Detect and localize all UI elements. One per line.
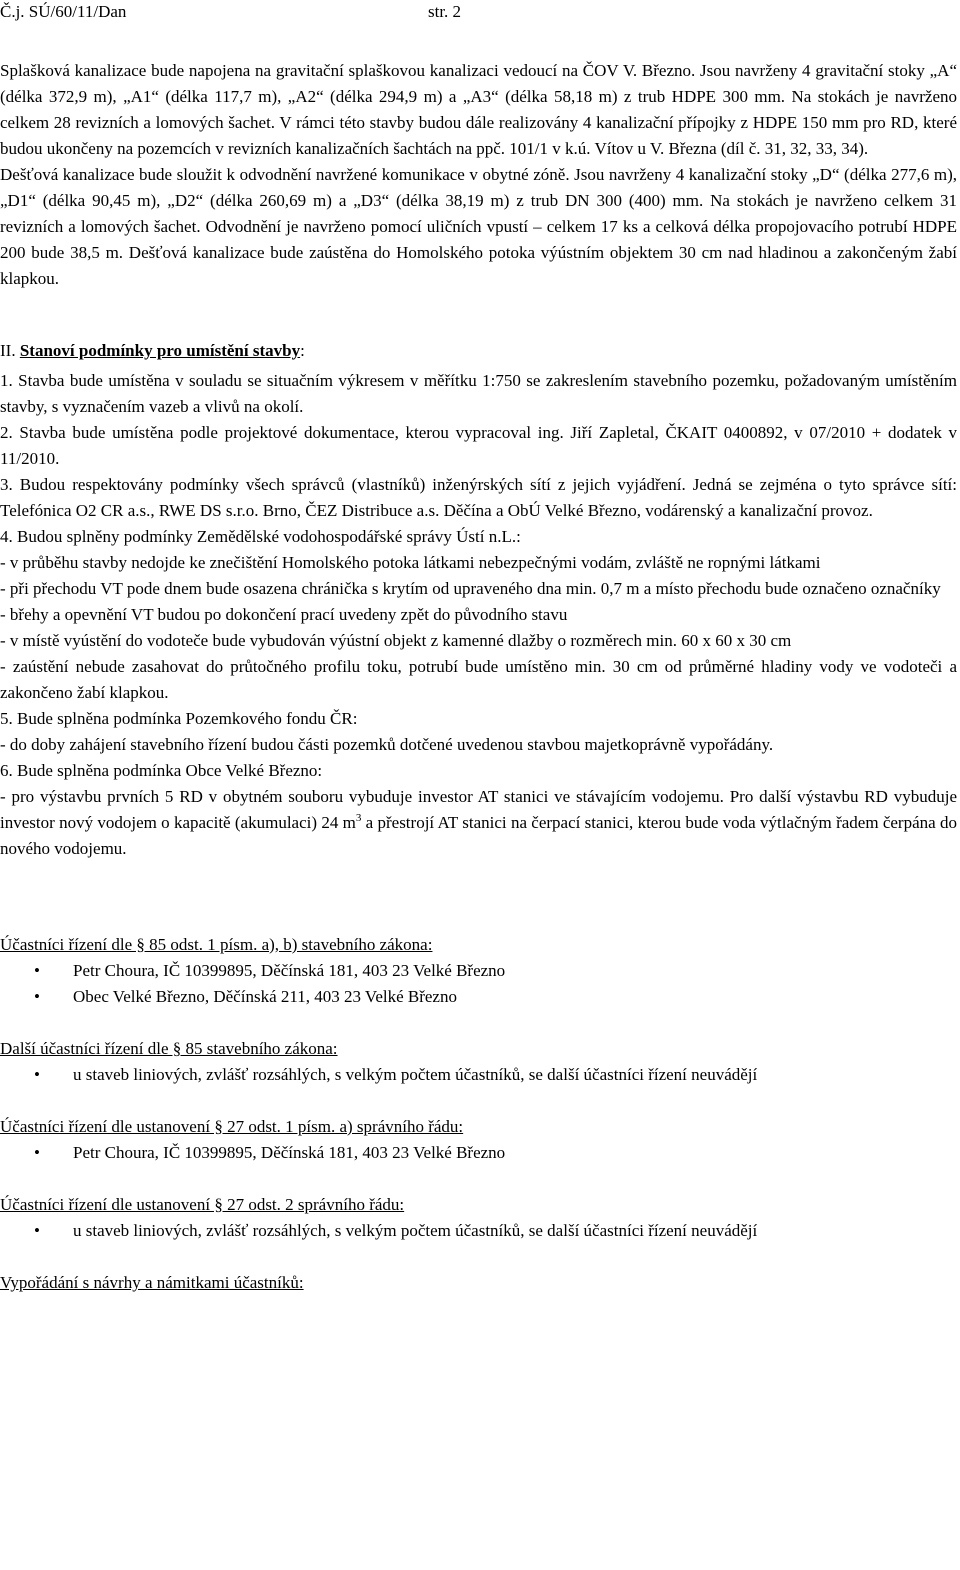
sewer-description-paragraph: Splašková kanalizace bude napojena na gravitační splaškovou kanalizaci vedoucí na ČOV V. Březno. Jsou navrženy 4 gravitační stoky „A“ (délka 372,9 m), „A1“ (délka 117,7 m), „A2“ (délka 294,9 m) a „A3“ (délka 58,18 m) z trub HDPE 300 mm. Na stokách je navrženo celkem 28 revizních a lomových šachet. V rámci této stavby budou dále realizovány 4 kanalizační přípojky z HDPE 150 mm pro RD, které budou ukončeny na pozemcích v revizních kanalizačních šachtách na ppč. 101/1 v k.ú. Vítov u V. Března (díl č. 31, 32, 33, 34).: [0, 61, 957, 158]
storm-sewer-paragraph: Dešťová kanalizace bude sloužit k odvodnění navržené komunikace v obytné zóně. Jsou navrženy 4 kanalizační stoky „D“ (délka 277,6 m), „D1“ (délka 90,45 m), „D2“ (délka 260,69 m) a „D3“ (délka 38,19 m) z trub DN 300 (400) mm. Na stokách je navrženo celkem 31 revizních a lomových šachet. Odvodnění je navrženo pomocí uličních vpustí – celkem 17 ks a celková délka propojovacího potrubí HDPE 200 bude 38,5 m. Dešťová kanalizace bude zaústěna do Homolského potoka výústním objektem 30 cm nad hladinou a zakončeným žabí klapkou.: [0, 165, 957, 288]
list-item: [0, 1140, 957, 1166]
condition-2: 2. Stavba bude umístěna podle projektové dokumentace, kterou vypracoval ing. Jiří Zapletal, ČKAIT 0400892, v 07/2010 + dodatek v 11/2010.: [0, 423, 957, 468]
section-numeral: II.: [0, 341, 16, 360]
bullet-icon: •: [34, 987, 40, 1006]
list-item-text: Petr Choura, IČ 10399895, Děčínská 181, 403 23 Velké Březno: [73, 961, 506, 980]
spacer: [0, 862, 957, 932]
page-number: str. 2: [428, 2, 462, 21]
condition-6-text-end: a přestrojí AT stanici na čerpací stanici, kterou bude voda výtlačným řadem čerpána do nového vodojemu.: [0, 813, 957, 858]
section-heading: [0, 338, 957, 364]
condition-6-text: - pro výstavbu prvních 5 RD v obytném souboru vybuduje investor AT stanici ve stávajícím vodojemu. Pro další výstavbu RD vybuduje investor nový vodojem o kapacitě (akumulaci) 24 m: [0, 787, 957, 832]
list-item-text: Petr Choura, IČ 10399895, Děčínská 181, 403 23 Velké Březno: [73, 1143, 506, 1162]
section-title: Stanoví podmínky pro umístění stavby: [19, 341, 301, 360]
spacer: [0, 1088, 957, 1114]
participants-list-3: [0, 1140, 957, 1166]
list-item-text: Obec Velké Březno, Děčínská 211, 403 23 Velké Březno: [73, 987, 457, 1006]
condition-4-item: - v místě vyústění do vodoteče bude vybudován výústní objekt z kamenné dlažby o rozměrech min. 60 x 60 x 30 cm: [0, 631, 792, 650]
list-item: [0, 1218, 957, 1244]
bullet-icon: •: [34, 1065, 40, 1084]
condition-6-item: [0, 784, 957, 862]
list-item: [0, 984, 957, 1010]
condition-5-item: - do doby zahájení stavebního řízení budou části pozemků dotčené uvedenou stavbou majetkoprávně vypořádány.: [0, 735, 774, 754]
condition-5: 5. Bude splněna podmínka Pozemkového fondu ČR:: [0, 709, 358, 728]
spacer: [0, 1166, 957, 1192]
participants-heading-3: Účastníci řízení dle ustanovení § 27 odst. 1 písm. a) správního řádu:: [0, 1117, 464, 1136]
bullet-icon: •: [34, 1143, 40, 1162]
list-item-text: u staveb liniových, zvlášť rozsáhlých, s velkým počtem účastníků, se další účastníci řízení neuvádějí: [73, 1221, 758, 1240]
condition-4-item: - v průběhu stavby nedojde ke znečištění Homolského potoka látkami nebezpečnými vodám, zvláště ne ropnými látkami: [0, 553, 821, 572]
participants-list-2: [0, 1062, 957, 1088]
participants-list-1: [0, 958, 957, 1010]
participants-list-4: [0, 1218, 957, 1244]
participants-heading-4: Účastníci řízení dle ustanovení § 27 odst. 2 správního řádu:: [0, 1195, 405, 1214]
condition-6: 6. Bude splněna podmínka Obce Velké Březno:: [0, 761, 323, 780]
list-item: [0, 1062, 957, 1088]
condition-4-item: - zaústění nebude zasahovat do průtočného profilu toku, potrubí bude umístěno min. 30 cm od průměrné hladiny vody ve vodoteči a zakončeno žabí klapkou.: [0, 657, 957, 702]
spacer: [0, 1010, 957, 1036]
reference-number: Č.j. SÚ/60/11/Dan: [0, 2, 127, 21]
participants-heading-1: Účastníci řízení dle § 85 odst. 1 písm. a), b) stavebního zákona:: [0, 935, 433, 954]
bullet-icon: •: [34, 961, 40, 980]
condition-3: 3. Budou respektovány podmínky všech správců (vlastníků) inženýrských sítí z jejich vyjádření. Jedná se zejména o tyto správce sítí: Telefónica O2 CR a.s., RWE DS s.r.o. Brno, ČEZ Distribuce a.s. Děčína a ObÚ Velké Březno, vodárenský a kanalizační provoz.: [0, 475, 957, 520]
spacer: [0, 1244, 957, 1270]
document-body: [0, 58, 957, 1296]
superscript: 3: [355, 812, 362, 824]
page-header: [0, 2, 960, 26]
section-colon: :: [300, 341, 305, 360]
condition-1: 1. Stavba bude umístěna v souladu se situačním výkresem v měřítku 1:750 se zakreslením stavebního pozemku, požadovaným umístěním stavby, s vyznačením vazeb a vlivů na okolí.: [0, 371, 957, 416]
spacer: [0, 292, 957, 338]
condition-4-item: - při přechodu VT pode dnem bude osazena chránička s krytím od upraveného dna min. 0,7 m a místo přechodu bude označeno označníky: [0, 579, 941, 598]
bullet-icon: •: [34, 1221, 40, 1240]
condition-4: 4. Budou splněny podmínky Zemědělské vodohospodářské správy Ústí n.L.:: [0, 527, 521, 546]
objections-heading: Vypořádání s návrhy a námitkami účastníků:: [0, 1273, 304, 1292]
condition-4-item: - břehy a opevnění VT budou po dokončení prací uvedeny zpět do původního stavu: [0, 605, 568, 624]
list-item: [0, 958, 957, 984]
list-item-text: u staveb liniových, zvlášť rozsáhlých, s velkým počtem účastníků, se další účastníci řízení neuvádějí: [73, 1065, 758, 1084]
participants-heading-2: Další účastníci řízení dle § 85 stavebního zákona:: [0, 1039, 338, 1058]
